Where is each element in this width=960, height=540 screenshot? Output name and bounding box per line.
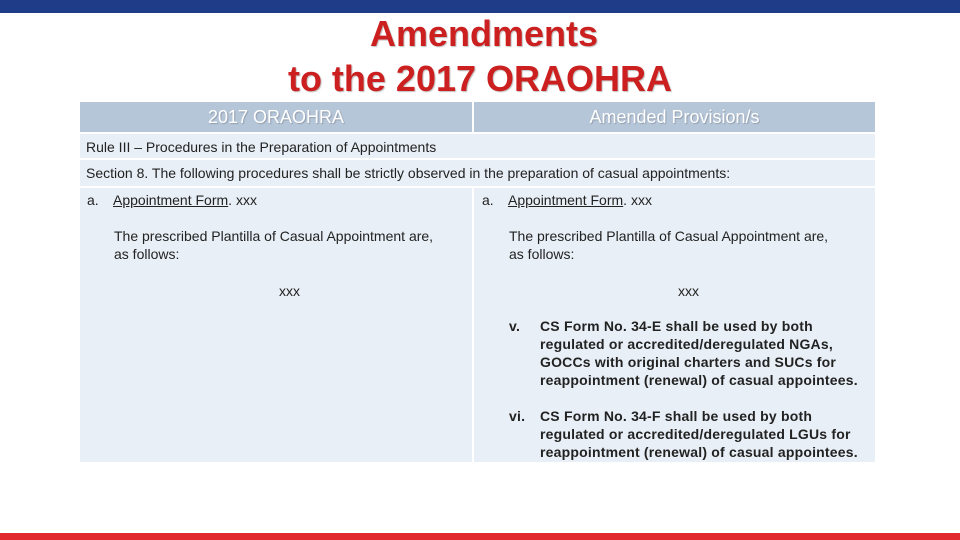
top-accent-bar [0, 0, 960, 13]
item-vi-line1: CS Form No. 34-F shall be used by both [540, 408, 813, 424]
header-amended: Amended Provision/s [474, 102, 875, 132]
left-paragraph-line2: as follows: [114, 246, 180, 262]
left-xxx: xxx [279, 283, 300, 299]
left-item-suffix: . xxx [228, 192, 257, 208]
bottom-accent-bar [0, 533, 960, 540]
right-paragraph-line2: as follows: [509, 246, 575, 262]
header-original: 2017 ORAOHRA [80, 102, 472, 132]
item-vi-line2: regulated or accredited/deregulated LGUs for [540, 426, 851, 442]
right-item-heading [508, 191, 652, 209]
original-provision-cell [80, 188, 472, 462]
item-v-line3: GOCCs with original charters and SUCs for [540, 354, 837, 370]
right-item-title: Appointment Form [508, 192, 624, 208]
right-item-suffix: . xxx [623, 192, 652, 208]
right-paragraph-line1: The prescribed Plantilla of Casual Appointment are, [509, 228, 829, 244]
left-item-letter: a. [87, 192, 99, 208]
slide-title-line1: Amendments [369, 13, 599, 54]
item-v-line1: CS Form No. 34-E shall be used by both [540, 318, 813, 334]
amended-provision-cell [474, 188, 875, 462]
item-v-line2: regulated or accredited/deregulated NGAs, [540, 336, 833, 352]
item-vi-number: vi. [509, 408, 526, 424]
left-paragraph-line1: The prescribed Plantilla of Casual Appointment are, [114, 228, 434, 244]
item-v-line4: reappointment (renewal) of casual appointees. [540, 372, 858, 388]
right-xxx: xxx [678, 283, 699, 299]
left-item-title: Appointment Form [113, 192, 229, 208]
item-v-number: v. [509, 318, 521, 334]
left-item-heading [113, 191, 257, 209]
item-vi-line3: reappointment (renewal) of casual appointees. [540, 444, 858, 460]
section-row: Section 8. The following procedures shall be strictly observed in the preparation of casual appointments: [80, 160, 875, 186]
slide-title-line2: to the 2017 ORAOHRA [287, 58, 673, 99]
rule-row: Rule III – Procedures in the Preparation of Appointments [80, 134, 875, 158]
comparison-table [80, 102, 875, 462]
right-item-letter: a. [482, 192, 494, 208]
